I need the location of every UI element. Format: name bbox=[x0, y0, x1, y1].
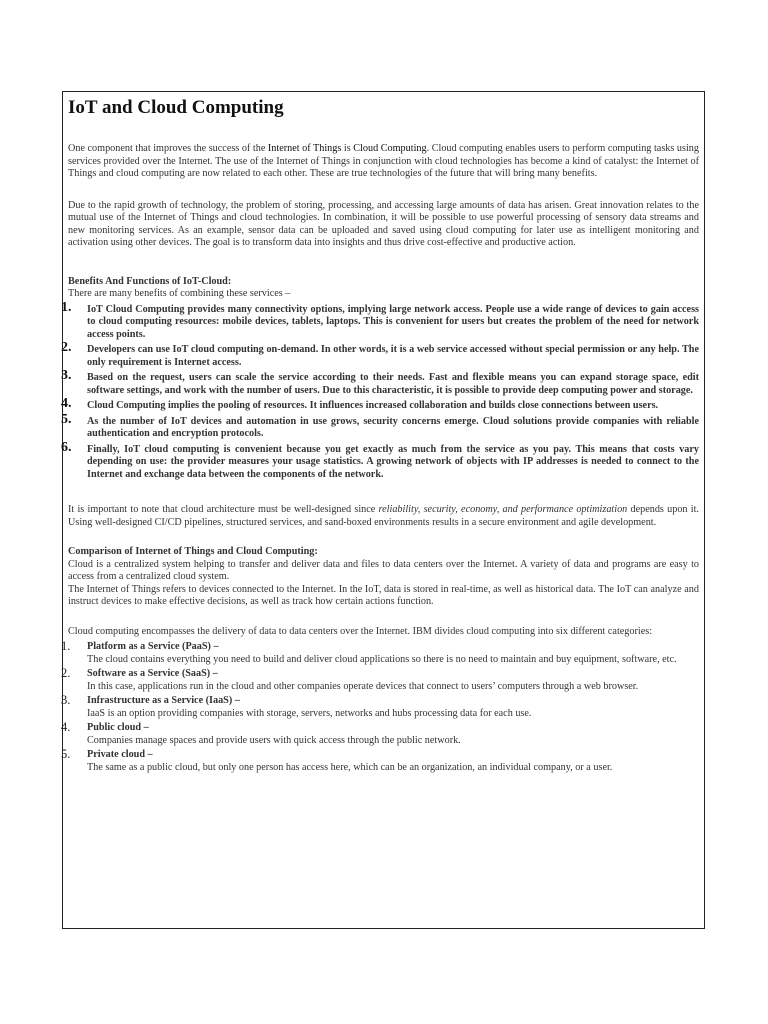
category-title: Public cloud – bbox=[87, 722, 149, 733]
list-number: 1. bbox=[61, 299, 72, 315]
intro-text: . Cloud computing enables users to perform computing tasks using services provided over the Internet. The use of the Internet of Things in conjunction with cloud technologies has become a kind of catalyst: the Internet of Things and cloud computing are now related to each other. These are true technologies of the future that will bring many benefits. bbox=[68, 143, 699, 179]
list-item bbox=[61, 747, 699, 774]
architecture-emphasis: reliability, security, economy, and performance optimization bbox=[378, 504, 628, 515]
categories-list bbox=[61, 639, 699, 774]
benefits-lead: There are many benefits of combining these services – bbox=[68, 288, 291, 299]
list-number: 4. bbox=[61, 720, 71, 734]
category-description: The cloud contains everything you need to build and deliver cloud applications so there is no need to maintain and buy equipment, software, etc. bbox=[87, 653, 677, 665]
comparison-paragraph-1: Cloud is a centralized system helping to transfer and deliver data and files to data centers over the Internet. A variety of data and programs are easy to access from a centralized cloud system. bbox=[68, 558, 699, 582]
category-description: IaaS is an option providing companies with storage, servers, networks and hubs processing data for each use. bbox=[87, 707, 532, 719]
list-item-text: Based on the request, users can scale the service according to their needs. Fast and flexible means you can expand storage space, edit software settings, and work with the number of users. Due to this characteristic, it is possible to provide deep computing power and storage. bbox=[87, 372, 699, 396]
cloud-computing-term: Cloud Computing bbox=[353, 143, 427, 154]
category-description: In this case, applications run in the cloud and other companies operate devices that connect to users’ computers through a web browser. bbox=[87, 680, 639, 692]
benefits-heading: Benefits And Functions of IoT-Cloud: bbox=[68, 275, 232, 287]
list-item-text: As the number of IoT devices and automation in use grows, security concerns emerge. Cloud solutions provide companies with reliable authentication and encryption protocols. bbox=[87, 415, 699, 439]
architecture-paragraph bbox=[68, 504, 699, 529]
category-description: The same as a public cloud, but only one person has access here, which can be an organization, an individual company, or a user. bbox=[87, 761, 613, 773]
categories-lead: Cloud computing encompasses the delivery of data to data centers over the Internet. IBM divides cloud computing into six different categories: bbox=[68, 625, 653, 637]
list-item-text: Cloud Computing implies the pooling of resources. It influences increased collaboration and builds close connections between users. bbox=[87, 400, 659, 411]
benefits-list bbox=[61, 299, 699, 482]
list-item bbox=[61, 693, 699, 720]
architecture-text: depends upon it. Using well-designed CI/CD pipelines, structured services, and sand-boxed environments results in a secure environment and agile development. bbox=[68, 504, 699, 528]
list-item bbox=[61, 299, 699, 342]
category-title: Software as a Service (SaaS) – bbox=[87, 668, 218, 679]
comparison-heading: Comparison of Internet of Things and Cloud Computing: bbox=[68, 546, 318, 557]
list-number: 5. bbox=[61, 747, 71, 761]
list-item bbox=[61, 639, 699, 666]
list-number: 2. bbox=[61, 340, 72, 355]
category-description: Companies manage spaces and provide users with quick access through the public network. bbox=[87, 734, 461, 746]
list-number: 6. bbox=[61, 439, 72, 455]
list-number: 5. bbox=[61, 411, 72, 427]
list-item bbox=[61, 396, 699, 413]
list-item-text: Developers can use IoT cloud computing on-demand. In other words, it is a web service accessed without special permission or any help. The only requirement is Internet access. bbox=[87, 344, 699, 368]
list-number: 1. bbox=[61, 639, 71, 653]
list-item-text: Finally, IoT cloud computing is convenient because you get exactly as much from the service as you pay. This means that costs vary depending on use: the provider measures your usage statistics. A growing network of objects with IP addresses is needed to connect to the Internet and exchange data between the components of the network. bbox=[87, 443, 699, 480]
intro-paragraph-1 bbox=[68, 143, 699, 181]
list-number: 4. bbox=[61, 396, 72, 411]
architecture-text: It is important to note that cloud architecture must be well-designed since bbox=[68, 504, 379, 515]
comparison-paragraph-2: The Internet of Things refers to devices connected to the Internet. In the IoT, data is stored in real-time, as well as historical data. The IoT can analyze and instruct devices to make effective decisions, as well as track how certain actions function. bbox=[68, 583, 699, 607]
category-title: Private cloud – bbox=[87, 749, 153, 760]
category-title: Infrastructure as a Service (IaaS) – bbox=[87, 695, 240, 706]
list-item bbox=[61, 368, 699, 397]
list-number: 2. bbox=[61, 666, 71, 680]
page-title: IoT and Cloud Computing bbox=[68, 97, 284, 118]
intro-paragraph-2: Due to the rapid growth of technology, the problem of storing, processing, and accessing large amounts of data has arisen. Great innovation relates to the mutual use of the Internet of Things and cloud technologies. In combination, it will be possible to use powerful processing of sensory data streams and new monitoring services. As an example, sensor data can be uploaded and saved using cloud computing for later use as intelligent monitoring and activation using other devices. The goal is to transform data into insights and thus drive cost-effective and productive action. bbox=[68, 199, 699, 248]
list-number: 3. bbox=[61, 368, 72, 383]
intro-text: One component that improves the success of the bbox=[68, 143, 268, 154]
document-page bbox=[62, 91, 705, 929]
list-item bbox=[61, 411, 699, 441]
list-item bbox=[61, 720, 699, 747]
intro-text: is bbox=[341, 143, 354, 154]
list-item bbox=[61, 666, 699, 693]
category-title: Platform as a Service (PaaS) – bbox=[87, 641, 219, 652]
iot-term: Internet of Things bbox=[267, 143, 342, 154]
list-item bbox=[61, 439, 699, 482]
list-number: 3. bbox=[61, 693, 71, 707]
list-item-text: IoT Cloud Computing provides many connectivity options, implying large network access. People use a wide range of devices to gain access to cloud computing resources: mobile devices, tablets, laptops. This is convenient for users but creates the problem of the need for network access points. bbox=[87, 303, 699, 340]
list-item bbox=[61, 340, 699, 369]
